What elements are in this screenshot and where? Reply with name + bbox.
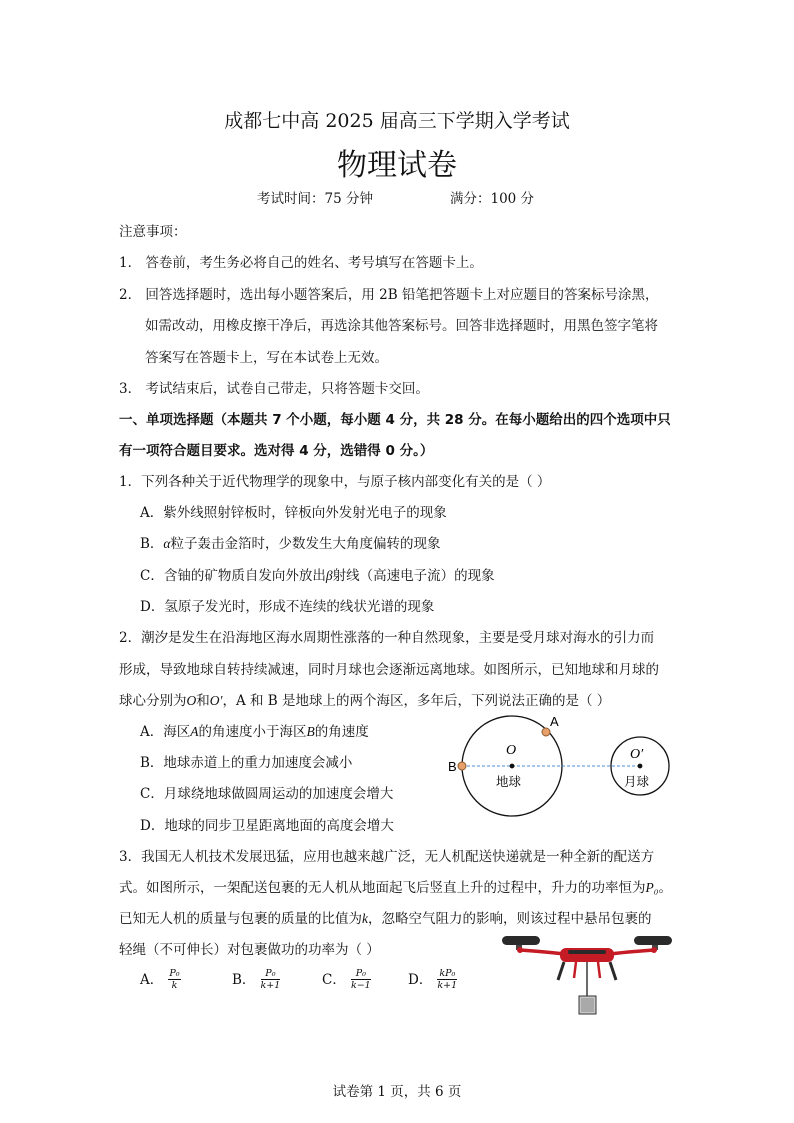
point-b-marker <box>458 762 466 770</box>
q2-option-a: A．海区A的角速度小于海区B的角速度 <box>140 724 369 740</box>
label-o: O <box>506 743 517 758</box>
drone-icon <box>502 936 672 996</box>
exam-time: 考试时间：75 分钟 <box>257 191 373 207</box>
earth-label: 地球 <box>496 774 522 789</box>
subject-title: 物理试卷 <box>337 148 457 183</box>
q2-option-c: C．月球绕地球做圆周运动的加速度会增大 <box>140 786 394 802</box>
q2-stem-line3: 球心分别为O和O′，A 和 B 是地球上的两个海区，多年后，下列说法正确的是（ ） <box>119 693 611 709</box>
q1-option-b: B．α粒子轰击金箔时，少数发生大角度偏转的现象 <box>140 536 441 552</box>
package-icon <box>579 996 596 1014</box>
q3-option-c: C． $\frac{\text{P₀}}{k-1}$ <box>322 968 371 991</box>
q3-stem-line4: 轻绳（不可伸长）对包裹做功的功率为（ ） <box>119 942 380 958</box>
exam-title: 成都七中高 2025 届高三下学期入学考试 <box>224 110 570 132</box>
q2-option-b: B．地球赤道上的重力加速度会减小 <box>140 755 353 771</box>
note-item-2: 2． 回答选择题时，选出每小题答案后，用 2B 铅笔把答题卡上对应题目的答案标号涂黑， <box>119 287 659 303</box>
point-a-marker <box>542 728 550 736</box>
full-score: 满分：100 分 <box>450 191 535 207</box>
q3-stem-line2: 式。如图所示，一架配送包裹的无人机从地面起飞后竖直上升的过程中，升力的功率恒为P₀。 <box>119 880 672 896</box>
note-item-2-cont1: 如需改动，用橡皮擦干净后，再选涂其他答案标号。回答非选择题时，用黑色签字笔将 <box>145 318 658 334</box>
q3-stem-line1: 3．我国无人机技术发展迅猛，应用也越来越广泛，无人机配送快递就是一种全新的配送方 <box>119 849 655 865</box>
notes-heading: 注意事项： <box>119 224 187 240</box>
section1-heading-cont: 有一项符合题目要求。选对得 4 分，选错得 0 分。） <box>119 443 434 459</box>
q1-option-a: A．紫外线照射锌板时，锌板向外发射光电子的现象 <box>140 505 447 521</box>
label-a: A <box>550 714 559 729</box>
earth-center-dot <box>510 764 515 769</box>
section1-heading: 一、单项选择题（本题共 7 个小题，每小题 4 分，共 28 分。在每小题给出的四个选项中只 <box>119 412 671 428</box>
q1-option-c: C．含铀的矿物质自发向外放出β射线（高速电子流）的现象 <box>140 568 495 584</box>
q3-option-d: D． $\frac{\text{kP₀}}{k+1}$ <box>408 968 458 991</box>
note-item-3: 3． 考试结束后，试卷自己带走，只将答题卡交回。 <box>119 381 429 397</box>
note-item-2-cont2: 答案写在答题卡上，写在本试卷上无效。 <box>145 350 388 366</box>
q2-stem-line1: 2．潮汐是发生在沿海地区海水周期性涨落的一种自然现象，主要是受月球对海水的引力而 <box>119 630 655 646</box>
q3-option-a: A． $\frac{\text{P₀}}{k}$ <box>140 968 180 991</box>
earth-moon-figure <box>440 712 690 822</box>
q1-option-d: D．氢原子发光时，形成不连续的线状光谱的现象 <box>140 599 435 615</box>
label-o-prime: O′ <box>630 747 644 762</box>
drone-figure <box>498 930 676 1016</box>
moon-center-dot <box>638 764 643 769</box>
q2-stem-line2: 形成，导致地球自转持续减速，同时月球也会逐渐远离地球。如图所示，已知地球和月球的 <box>119 662 659 678</box>
q2-option-d: D．地球的同步卫星距离地面的高度会增大 <box>140 818 394 834</box>
q3-option-b: B． $\frac{\text{P₀}}{k+1}$ <box>232 968 281 991</box>
label-b: B <box>448 759 457 774</box>
note-item-1: 1． 答卷前，考生务必将自己的姓名、考号填写在答题卡上。 <box>119 255 483 271</box>
q1-stem: 1．下列各种关于近代物理学的现象中，与原子核内部变化有关的是（ ） <box>119 474 551 490</box>
page-footer: 试卷第 1 页，共 6 页 <box>332 1084 462 1100</box>
q3-stem-line3: 已知无人机的质量与包裹的质量的比值为k，忽略空气阻力的影响，则该过程中悬吊包裹的 <box>119 911 652 927</box>
moon-label: 月球 <box>624 774 650 789</box>
